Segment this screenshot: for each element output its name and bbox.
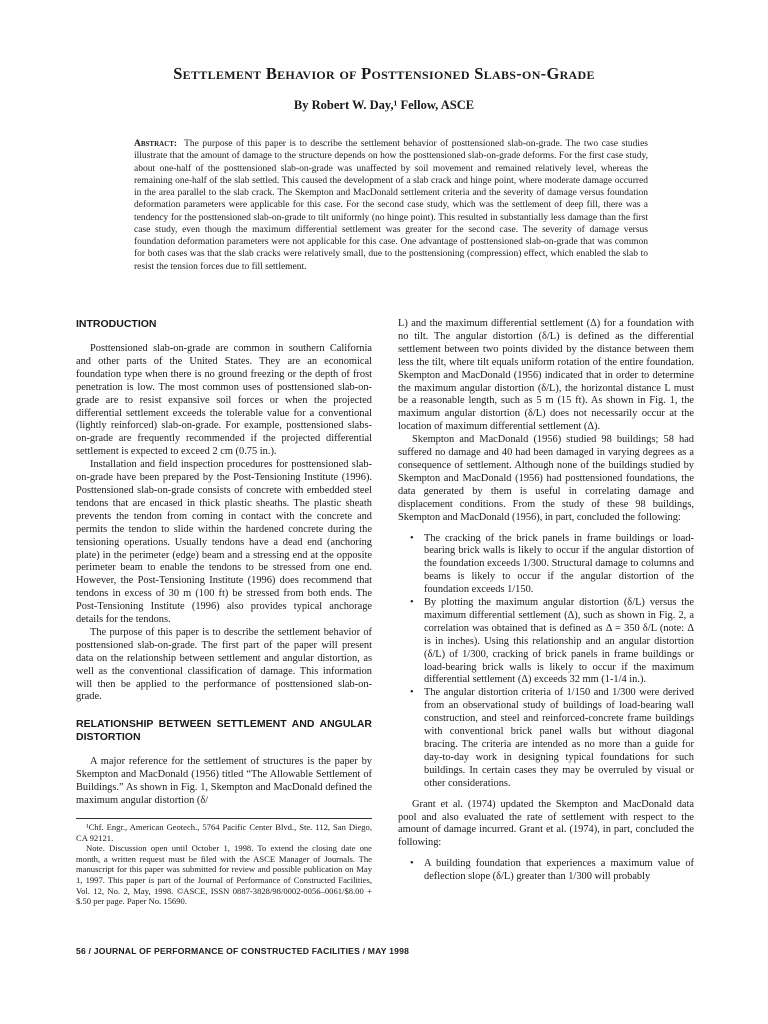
footnotes: [76, 818, 372, 907]
heading-introduction: INTRODUCTION: [76, 318, 157, 330]
right-paragraph-3: Grant et al. (1974) updated the Skempton and MacDonald data pool and also evaluated the rate of settlement with respect to the amount of damage incurred. Grant et al. (1974), in part, concluded the following:: [398, 798, 694, 849]
page-footer: 56 / JOURNAL OF PERFORMANCE OF CONSTRUCTED FACILITIES / MAY 1998: [76, 946, 410, 956]
byline: By Robert W. Day,¹ Fellow, ASCE: [293, 98, 475, 112]
footnote-affiliation: ¹Chf. Engr., American Geotech., 5764 Pacific Center Blvd., Ste. 112, San Diego, CA 92121.: [76, 822, 372, 843]
left-column: [76, 318, 372, 907]
abstract-label: Abstract:: [134, 139, 178, 149]
abstract: [134, 138, 648, 273]
list-item-text: A building foundation that experiences a maximum value of deflection slope (δ/L) greater than 1/300 will probably: [424, 858, 694, 883]
intro-paragraph-1: Posttensioned slab-on-grade are common in southern California and other parts of the United States. They are an economical foundation type when there is no ground freezing or the depth of frost penetration is low. The most common uses of posttensioned slab-on-grade are to resist expansive soil forces or when the projected differential settlement exceeds the tolerable value for a conventional (lightly reinforced) slab-on-grade. For example, posttensioned slabs-on-grade are frequently recommended if the projected differential settlement is expected to exceed 2 cm (0.75 in.).: [76, 343, 372, 458]
skempton-conclusions-list: [398, 533, 694, 791]
intro-paragraph-2: Installation and field inspection procedures for posttensioned slab-on-grade have been prepared by the Post-Tensioning Institute (1996). Posttensioned slab-on-grade consists of concrete with embedded steel tendons that are encased in thick plastic sheaths. The plastic sheath prevents the tendon from coming in contact with the concrete and permits the tendon to slide within the hardened concrete during the tensioning operations. Usually tendons have a dead end (anchoring plate) in the perimeter (edge) beam and a stressing end at the opposite perimeter beam to enable the tendons to be stressed from one end. However, the Post-Tensioning Institute (1996) does recommend that tendons in excess of 30 m (100 ft) be stressed from both ends. The Post-Tensioning Institute (1996) also provides typical anchorage details for the tendons.: [76, 459, 372, 626]
grant-conclusions-list: [398, 858, 694, 884]
right-paragraph-1: L) and the maximum differential settlement (Δ) for a foundation with no tilt. The angular distortion (δ/L) is defined as the differential settlement between two points divided by the distance between them less the tilt, where tilt equals uniform rotation of the entire foundation. Skempton and MacDonald (1956) indicated that in order to determine the maximum angular distortion (δ/L), the horizontal distance L must be a reasonable length, such as 5 m (15 ft). As shown in Fig. 1, the maximum angular distortion (δ/L) does not necessarily occur at the location of maximum differential settlement (Δ).: [398, 318, 694, 433]
list-item-text: By plotting the maximum angular distortion (δ/L) versus the maximum differential settlement (Δ), such as shown in Fig. 2, a correlation was obtained that is defined as Δ = 350 δ/L (note: Δ is in inches). Using this relationship and an angular distortion (δ/L) of 1/300, cracking of brick panels in frame buildings or load-bearing brick walls is likely to occur if the maximum differential settlement (Δ) exceeds 32 mm (1-1/4 in.).: [424, 597, 694, 686]
footnote-note: Note. Discussion open until October 1, 1998. To extend the closing date one month, a written request must be filed with the ASCE Manager of Journals. The manuscript for this paper was submitted for review and possible publication on May 1, 1997. This paper is part of the Journal of Performance of Constructed Facilities, Vol. 12, No. 2, May, 1998. ©ASCE, ISSN 0887-3828/98/0002-0056–0061/$8.00 + $.50 per page. Paper No. 15690.: [76, 843, 372, 907]
list-item: • The cracking of the brick panels in frame buildings or load-bearing brick walls is likely to occur if the angular distortion of the foundation exceeds 1/300. Structural damage to columns and beams is likely to occur if the angular distortion of the foundation exceeds 1/150.: [410, 532, 694, 596]
list-item: • By plotting the maximum angular distortion (δ/L) versus the maximum differential settlement (Δ), such as shown in Fig. 2, a correlation was obtained that is defined as Δ = 350 δ/L (note: Δ is in inches). Using this relationship and an angular distortion (δ/L) of 1/300, cracking of brick panels in frame buildings or load-bearing brick walls is likely to occur if the maximum differential settlement (Δ) exceeds 32 mm (1-1/4 in.).: [410, 597, 694, 686]
list-item: • The angular distortion criteria of 1/150 and 1/300 were derived from an observational study of buildings of load-bearing wall construction, and steel and reinforced-concrete frame buildings with conventional brick panel walls but without diagonal bracing. The criteria are intended as no more than a guide for day-to-day work in designing typical foundations for such buildings. In certain cases they may be overruled by visual or other considerations.: [410, 687, 694, 789]
intro-paragraph-3: The purpose of this paper is to describe the settlement behavior of posttensioned slab-on-grade. The first part of the paper will present data on the relationship between settlement and angular distortion, as well as the conventional classification of damage. This information will then be applied to the performance of posttensioned slab-on-grade.: [76, 626, 372, 703]
abstract-text: The purpose of this paper is to describe the settlement behavior of posttensioned slab-on-grade. The two case studies illustrate that the amount of damage to the structure depends on how the posttensioned slab-on-grade deforms. For the first case study, about one-half of the posttensioned slab-on-grade was unaffected by soil movement and remained relatively level, whereas the remaining one-half of the slab settled. This caused the development of a slab crack and hinge point, where moderate damage occurred in the area parallel to the slab crack. The Skempton and MacDonald settlement criteria and the severity of damage versus foundation deformation parameters were applicable for this case. For the second case study, which was the settlement of deep fill, there was a tendency for the posttensioned slab-on-grade to tilt uniformly (no hinge point). This resulted in substantially less damage than the first case study, even though the maximum differential settlement was greater for the second case. The severity of damage versus foundation deformation parameters were not applicable for this case. One advantage of posttensioned slab-on-grade that was common for both cases was that the slab cracks were relatively small, due to the posttensioning (compression) effect, which enabled the slab to resist the tension forces due to fill settlement.: [134, 139, 648, 272]
right-paragraph-2: Skempton and MacDonald (1956) studied 98 buildings; 58 had suffered no damage and 40 had been damaged in varying degrees as a consequence of settlement. Although none of the buildings studied by Skempton and MacDonald (1956) had posttensioned foundations, the data generated by them is useful in correlating damage and displacement conditions. From the study of these 98 buildings, Skempton and MacDonald (1956), in part, concluded the following:: [398, 434, 694, 523]
list-item-text: The angular distortion criteria of 1/150 and 1/300 were derived from an observational study of buildings of load-bearing wall construction, and steel and reinforced-concrete frame buildings with conventional brick panel walls but without diagonal bracing. The criteria are intended as no more than a guide for day-to-day work in designing typical foundations for such buildings. In certain cases they may be overruled by visual or other considerations.: [424, 687, 694, 789]
right-column: [398, 318, 694, 892]
paper-title: Settlement Behavior of Posttensioned Slabs-on-Grade: [173, 64, 595, 83]
list-item: • A building foundation that experiences a maximum value of deflection slope (δ/L) greater than 1/300 will probably: [410, 858, 694, 883]
heading-relationship: RELATIONSHIP BETWEEN SETTLEMENT AND ANGULAR DISTORTION: [76, 718, 372, 744]
list-item-text: The cracking of the brick panels in frame buildings or load-bearing brick walls is likely to occur if the angular distortion of the foundation exceeds 1/300. Structural damage to columns and beams is likely to occur if the angular distortion of the foundation exceeds 1/150.: [424, 532, 694, 596]
relationship-paragraph-1: A major reference for the settlement of structures is the paper by Skempton and MacDonald (1956) titled “The Allowable Settlement of Buildings.” As shown in Fig. 1, Skempton and MacDonald defined the maximum angular distortion (δ/: [76, 756, 372, 807]
